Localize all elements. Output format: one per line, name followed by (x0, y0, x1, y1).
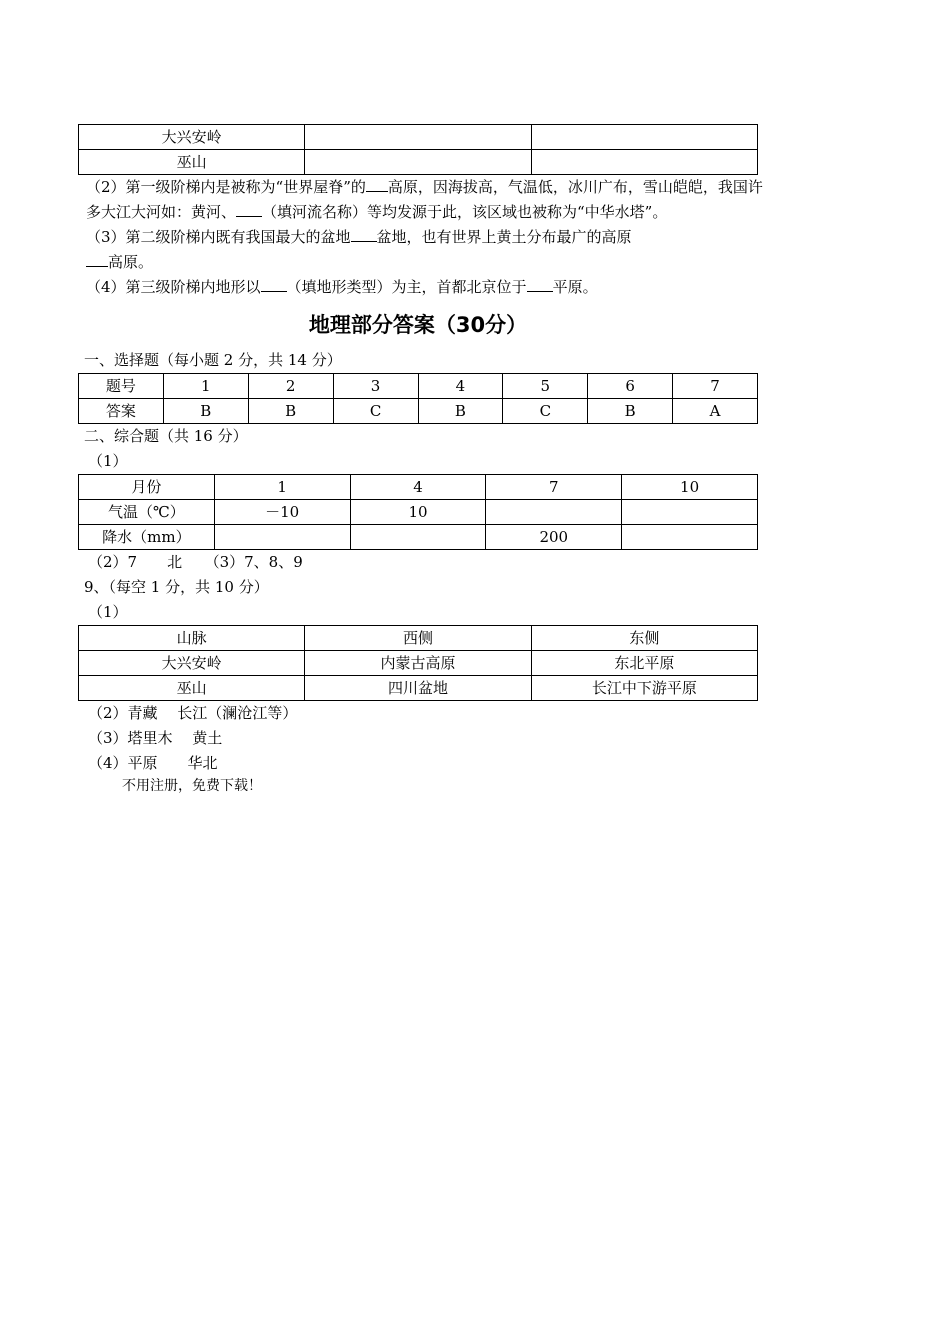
table-cell: 答案 (79, 399, 164, 424)
question-text: （2）第一级阶梯内是被称为“世界屋脊”的 (86, 178, 366, 196)
table-cell (486, 500, 622, 525)
answer-blank (366, 176, 388, 192)
section-1-heading: 一、选择题（每小题 2 分，共 14 分） (84, 351, 342, 369)
table-cell: A (673, 399, 758, 424)
question-text: 高原，因海拔高，气温低，冰川广布，雪山皑皑，我国许 (387, 178, 763, 196)
table-cell: 巫山 (79, 150, 305, 175)
table-cell: B (248, 399, 333, 424)
section-2-sub-1: （1） (88, 452, 128, 470)
table-cell: 7 (486, 475, 622, 500)
table-cell (531, 125, 757, 150)
table-cell: 2 (248, 374, 333, 399)
table-cell: 四川盆地 (305, 676, 531, 701)
question-2-line-1 (86, 175, 878, 200)
mountain-answer-table (78, 625, 758, 701)
question-text: 高原。 (108, 253, 154, 271)
table-cell (214, 525, 350, 550)
answer-blank (261, 276, 287, 292)
answer-line-2: （2）青藏 长江（澜沧江等） (88, 704, 298, 722)
table-cell: 月份 (79, 475, 215, 500)
table-cell: 题号 (79, 374, 164, 399)
table-cell: 1 (163, 374, 248, 399)
table-cell: 10 (622, 475, 758, 500)
table-cell: C (503, 399, 588, 424)
table-cell (305, 125, 531, 150)
table-cell: 降水（mm） (79, 525, 215, 550)
table-cell: 5 (503, 374, 588, 399)
question-3-line-1 (86, 225, 878, 250)
mountain-question-table (78, 124, 758, 175)
question-3-line-2 (86, 250, 878, 275)
table-cell: 巫山 (79, 676, 305, 701)
table-cell: 长江中下游平原 (531, 676, 757, 701)
table-cell: 山脉 (79, 626, 305, 651)
table-cell: 东侧 (531, 626, 757, 651)
section-2-heading: 二、综合题（共 16 分） (84, 427, 248, 445)
table-cell: 东北平原 (531, 651, 757, 676)
table-cell: 6 (588, 374, 673, 399)
table-cell: 7 (673, 374, 758, 399)
section-9-heading: 9、（每空 1 分，共 10 分） (84, 578, 269, 596)
choice-answer-table (78, 373, 758, 424)
table-cell: 4 (418, 374, 503, 399)
question-text: 平原。 (552, 278, 598, 296)
document-page (78, 124, 878, 796)
table-cell: B (588, 399, 673, 424)
table-cell: C (333, 399, 418, 424)
table-row (79, 399, 758, 424)
answer-line-3: （3）塔里木 黄土 (88, 729, 223, 747)
table-cell: 200 (486, 525, 622, 550)
table-cell (531, 150, 757, 175)
table-cell: 西侧 (305, 626, 531, 651)
table-row (79, 150, 758, 175)
table-cell: 10 (350, 500, 486, 525)
table-row (79, 525, 758, 550)
section-2-line-2: （2）7 北 （3）7、8、9 (88, 553, 303, 571)
question-2-line-2 (86, 200, 878, 225)
table-row (79, 626, 758, 651)
table-row (79, 676, 758, 701)
table-cell: 3 (333, 374, 418, 399)
table-cell: 1 (214, 475, 350, 500)
table-row (79, 125, 758, 150)
table-cell: B (418, 399, 503, 424)
table-cell (622, 525, 758, 550)
answer-blank (236, 201, 262, 217)
table-row (79, 651, 758, 676)
table-row (79, 475, 758, 500)
answer-blank (527, 276, 553, 292)
footer-note: 不用注册，免费下载！ (122, 778, 262, 794)
question-text: （填河流名称）等均发源于此，该区域也被称为“中华水塔”。 (262, 203, 668, 221)
table-cell (622, 500, 758, 525)
question-text: （4）第三级阶梯内地形以 (86, 278, 261, 296)
table-row (79, 374, 758, 399)
table-row (79, 500, 758, 525)
table-cell: －10 (214, 500, 350, 525)
question-text: 盆地，也有世界上黄土分布最广的高原 (376, 228, 632, 246)
question-text: 多大江大河如：黄河、 (86, 203, 237, 221)
section-9-sub-1: （1） (88, 603, 128, 621)
question-text: （填地形类型）为主，首都北京位于 (286, 278, 527, 296)
table-cell: 气温（℃） (79, 500, 215, 525)
table-cell (305, 150, 531, 175)
table-cell: 4 (350, 475, 486, 500)
answer-blank (86, 251, 108, 267)
table-cell: B (163, 399, 248, 424)
question-text: （3）第二级阶梯内既有我国最大的盆地 (86, 228, 351, 246)
answer-line-4: （4）平原 华北 (88, 754, 218, 772)
answer-title: 地理部分答案（30分） (308, 313, 528, 337)
table-cell: 内蒙古高原 (305, 651, 531, 676)
table-cell (350, 525, 486, 550)
answer-blank (351, 226, 377, 242)
question-4 (86, 275, 878, 300)
table-cell: 大兴安岭 (79, 651, 305, 676)
table-cell: 大兴安岭 (79, 125, 305, 150)
climate-answer-table (78, 474, 758, 550)
